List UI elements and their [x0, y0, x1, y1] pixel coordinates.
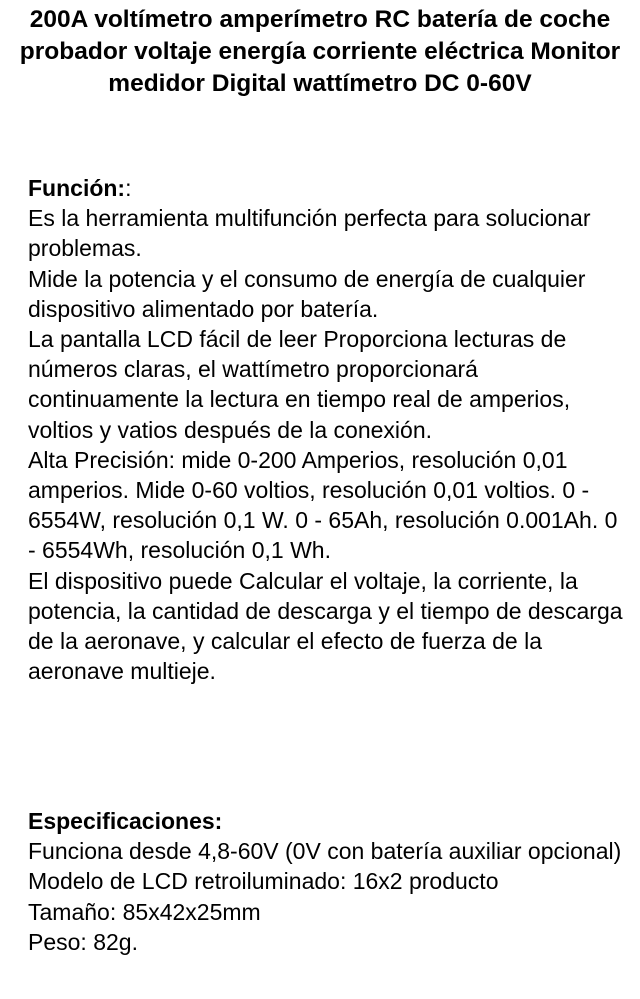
spec-item: Funciona desde 4,8-60V (0V con batería auxiliar opcional): [28, 838, 622, 865]
specifications-heading: Especificaciones:: [28, 808, 223, 834]
function-heading: [28, 173, 628, 203]
function-paragraph: Mide la potencia y el consumo de energía de cualquier dispositivo alimentado por batería.: [28, 265, 586, 322]
function-paragraph: Es la herramienta multifunción perfecta para solucionar problemas.: [28, 205, 591, 262]
function-paragraph: La pantalla LCD fácil de leer Proporciona lecturas de números claras, el wattímetro proporcionará continuamente la lectura en tiempo real de amperios, voltios y vatios después de la conexión.: [28, 326, 571, 443]
function-section: [28, 173, 628, 686]
function-paragraph: Alta Precisión: mide 0-200 Amperios, resolución 0,01 amperios. Mide 0-60 voltios, resolución 0,01 voltios. 0 - 6554W, resolución 0,1 W. 0 - 65Ah, resolución 0.001Ah. 0 - 6554Wh, resolución 0,1 Wh.: [28, 446, 618, 564]
function-paragraph: El dispositivo puede Calcular el voltaje, la corriente, la potencia, la cantidad de descarga y el tiempo de descarga de la aeronave, y calcular el efecto de fuerza de la aeronave multieje.: [28, 567, 623, 685]
spec-item: Tamaño: 85x42x25mm: [28, 898, 261, 925]
function-heading-label: Función:: [28, 175, 126, 201]
product-title: 200A voltímetro amperímetro RC batería de coche probador voltaje energía corriente eléctrica Monitor medidor Digital wattímetro DC 0-60V: [19, 6, 621, 97]
specifications-section: [28, 806, 628, 957]
spec-item: Modelo de LCD retroiluminado: 16x2 producto: [28, 868, 499, 895]
spec-item: Peso: 82g.: [28, 928, 138, 955]
function-heading-suffix: :: [125, 175, 132, 201]
